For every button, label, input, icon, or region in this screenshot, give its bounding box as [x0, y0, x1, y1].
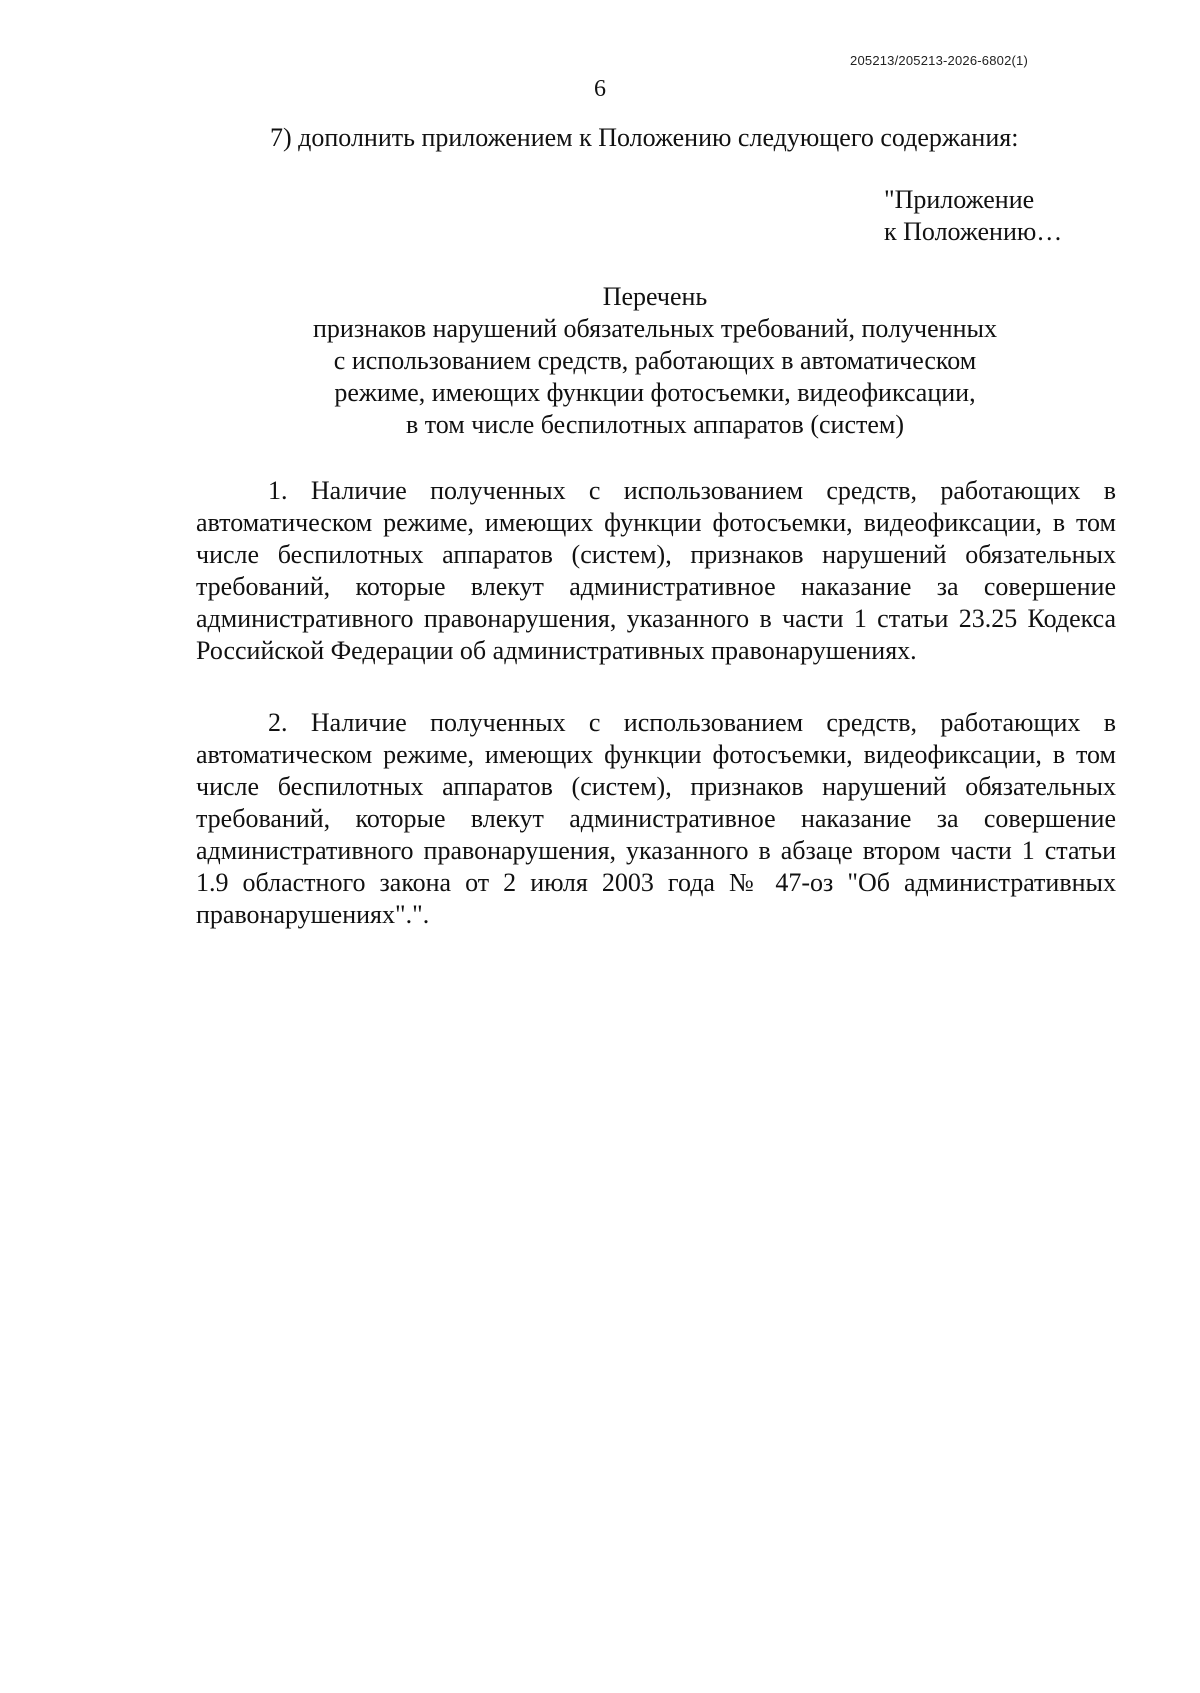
list-title-line: режиме, имеющих функции фотосъемки, видеофиксации, — [334, 378, 976, 407]
page-number: 6 — [594, 76, 606, 102]
appendix-note-line-2: к Положению… — [884, 217, 1063, 246]
list-title-line: признаков нарушений обязательных требований, полученных — [313, 314, 997, 343]
document-id: 205213/205213-2026-6802(1) — [850, 53, 1028, 68]
list-item-paragraph: 1. Наличие полученных с использованием средств, работающих в автоматическом режиме, имеющих функции фотосъемки, видеофиксации, в том числе беспилотных аппаратов (систем), признаков нарушений обязательных требований, которые влекут административное наказание за совершение административного правонарушения, указанного в части 1 статьи 23.25 Кодекса Российской Федерации об административных правонарушениях. — [196, 476, 1116, 665]
list-title-line: в том числе беспилотных аппаратов (систем) — [405, 410, 904, 439]
appendix-note — [884, 184, 1062, 248]
list-item-paragraph: 2. Наличие полученных с использованием средств, работающих в автоматическом режиме, имеющих функции фотосъемки, видеофиксации, в том числе беспилотных аппаратов (систем), признаков нарушений обязательных требований, которые влекут административное наказание за совершение административного правонарушения, указанного в абзаце втором части 1 статьи 1.9 областного закона от 2 июля 2003 года № 47-оз "Об административных правонарушениях".". — [196, 708, 1116, 929]
list-title-line: с использованием средств, работающих в автоматическом — [333, 346, 977, 375]
list-title — [0, 281, 1200, 441]
intro-paragraph: 7) дополнить приложением к Положению следующего содержания: — [270, 123, 1019, 152]
list-title-heading: Перечень — [602, 282, 708, 311]
appendix-note-line-1: "Приложение — [884, 185, 1035, 214]
